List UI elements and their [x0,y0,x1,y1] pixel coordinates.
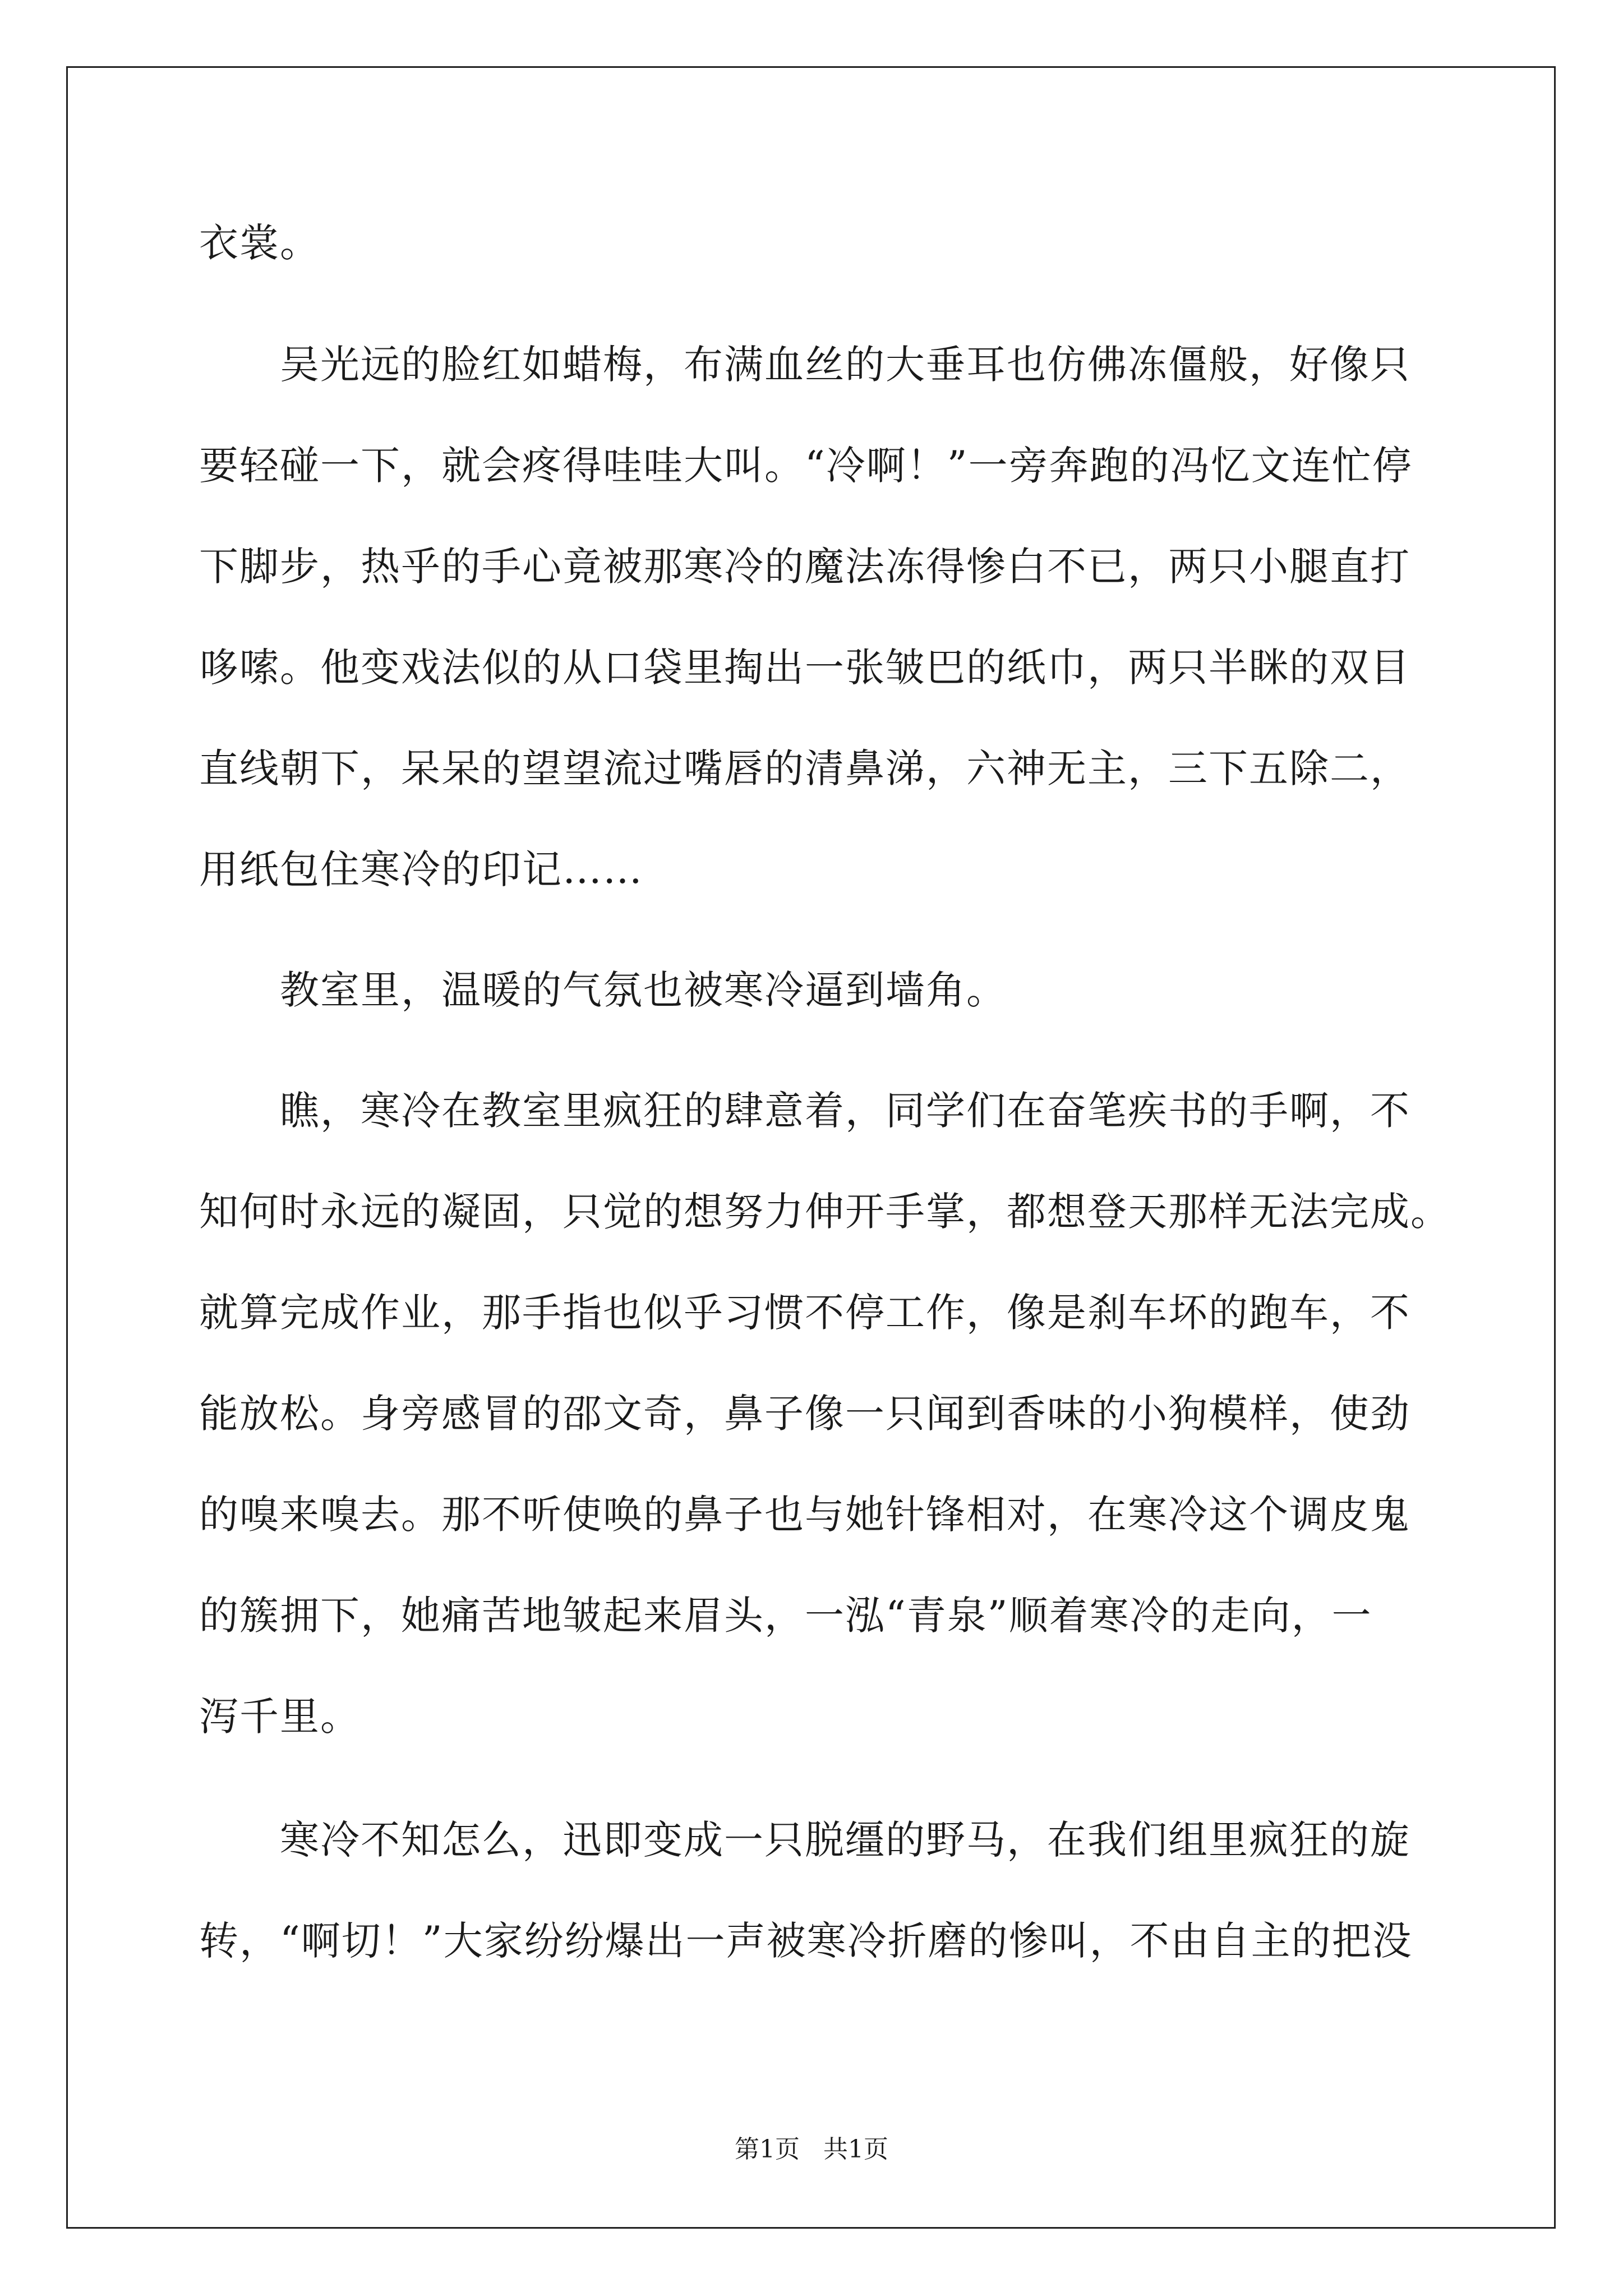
text-line: 的簇拥下，她痛苦地皱起来眉头，一泓“青泉”顺着寒冷的走向，一 [199,1593,1372,1639]
text-line: 寒冷不知怎么，迅即变成一只脱缰的野马，在我们组里疯狂的旋 [199,1817,1410,1863]
text-line: 吴光远的脸红如蜡梅，布满血丝的大垂耳也仿佛冻僵般，好像只 [199,342,1410,388]
text-line: 衣裳。 [199,220,320,266]
text-line: 直线朝下，呆呆的望望流过嘴唇的清鼻涕，六神无主，三下五除二， [199,746,1410,792]
text-line: 转，“啊切！”大家纷纷爆出一声被寒冷折磨的惨叫，不由自主的把没 [199,1918,1413,1964]
text-line: 泻千里。 [199,1694,361,1740]
text-line: 教室里，温暖的气氛也被寒冷逼到墙角。 [199,967,1007,1013]
text-line: 能放松。身旁感冒的邵文奇，鼻子像一只闻到香味的小狗模样，使劲 [199,1391,1410,1437]
page-border [66,66,1556,2229]
text-line: 知何时永远的凝固，只觉的想努力伸开手掌，都想登天那样无法完成。 [199,1189,1451,1235]
text-line: 用纸包住寒冷的印记…… [199,846,643,892]
page-footer: 第1页 共1页 [735,2135,888,2164]
text-line: 哆嗦。他变戏法似的从口袋里掏出一张皱巴的纸巾，两只半眯的双目 [199,645,1410,691]
text-line: 瞧，寒冷在教室里疯狂的肆意着，同学们在奋笔疾书的手啊，不 [199,1088,1410,1134]
text-line: 下脚步，热乎的手心竟被那寒冷的魔法冻得惨白不已，两只小腿直打 [199,544,1410,590]
text-line: 要轻碰一下，就会疼得哇哇大叫。“冷啊！”一旁奔跑的冯忆文连忙停 [199,443,1413,489]
text-line: 就算完成作业，那手指也似乎习惯不停工作，像是刹车坏的跑车，不 [199,1290,1410,1336]
text-line: 的嗅来嗅去。那不听使唤的鼻子也与她针锋相对，在寒冷这个调皮鬼 [199,1492,1410,1538]
